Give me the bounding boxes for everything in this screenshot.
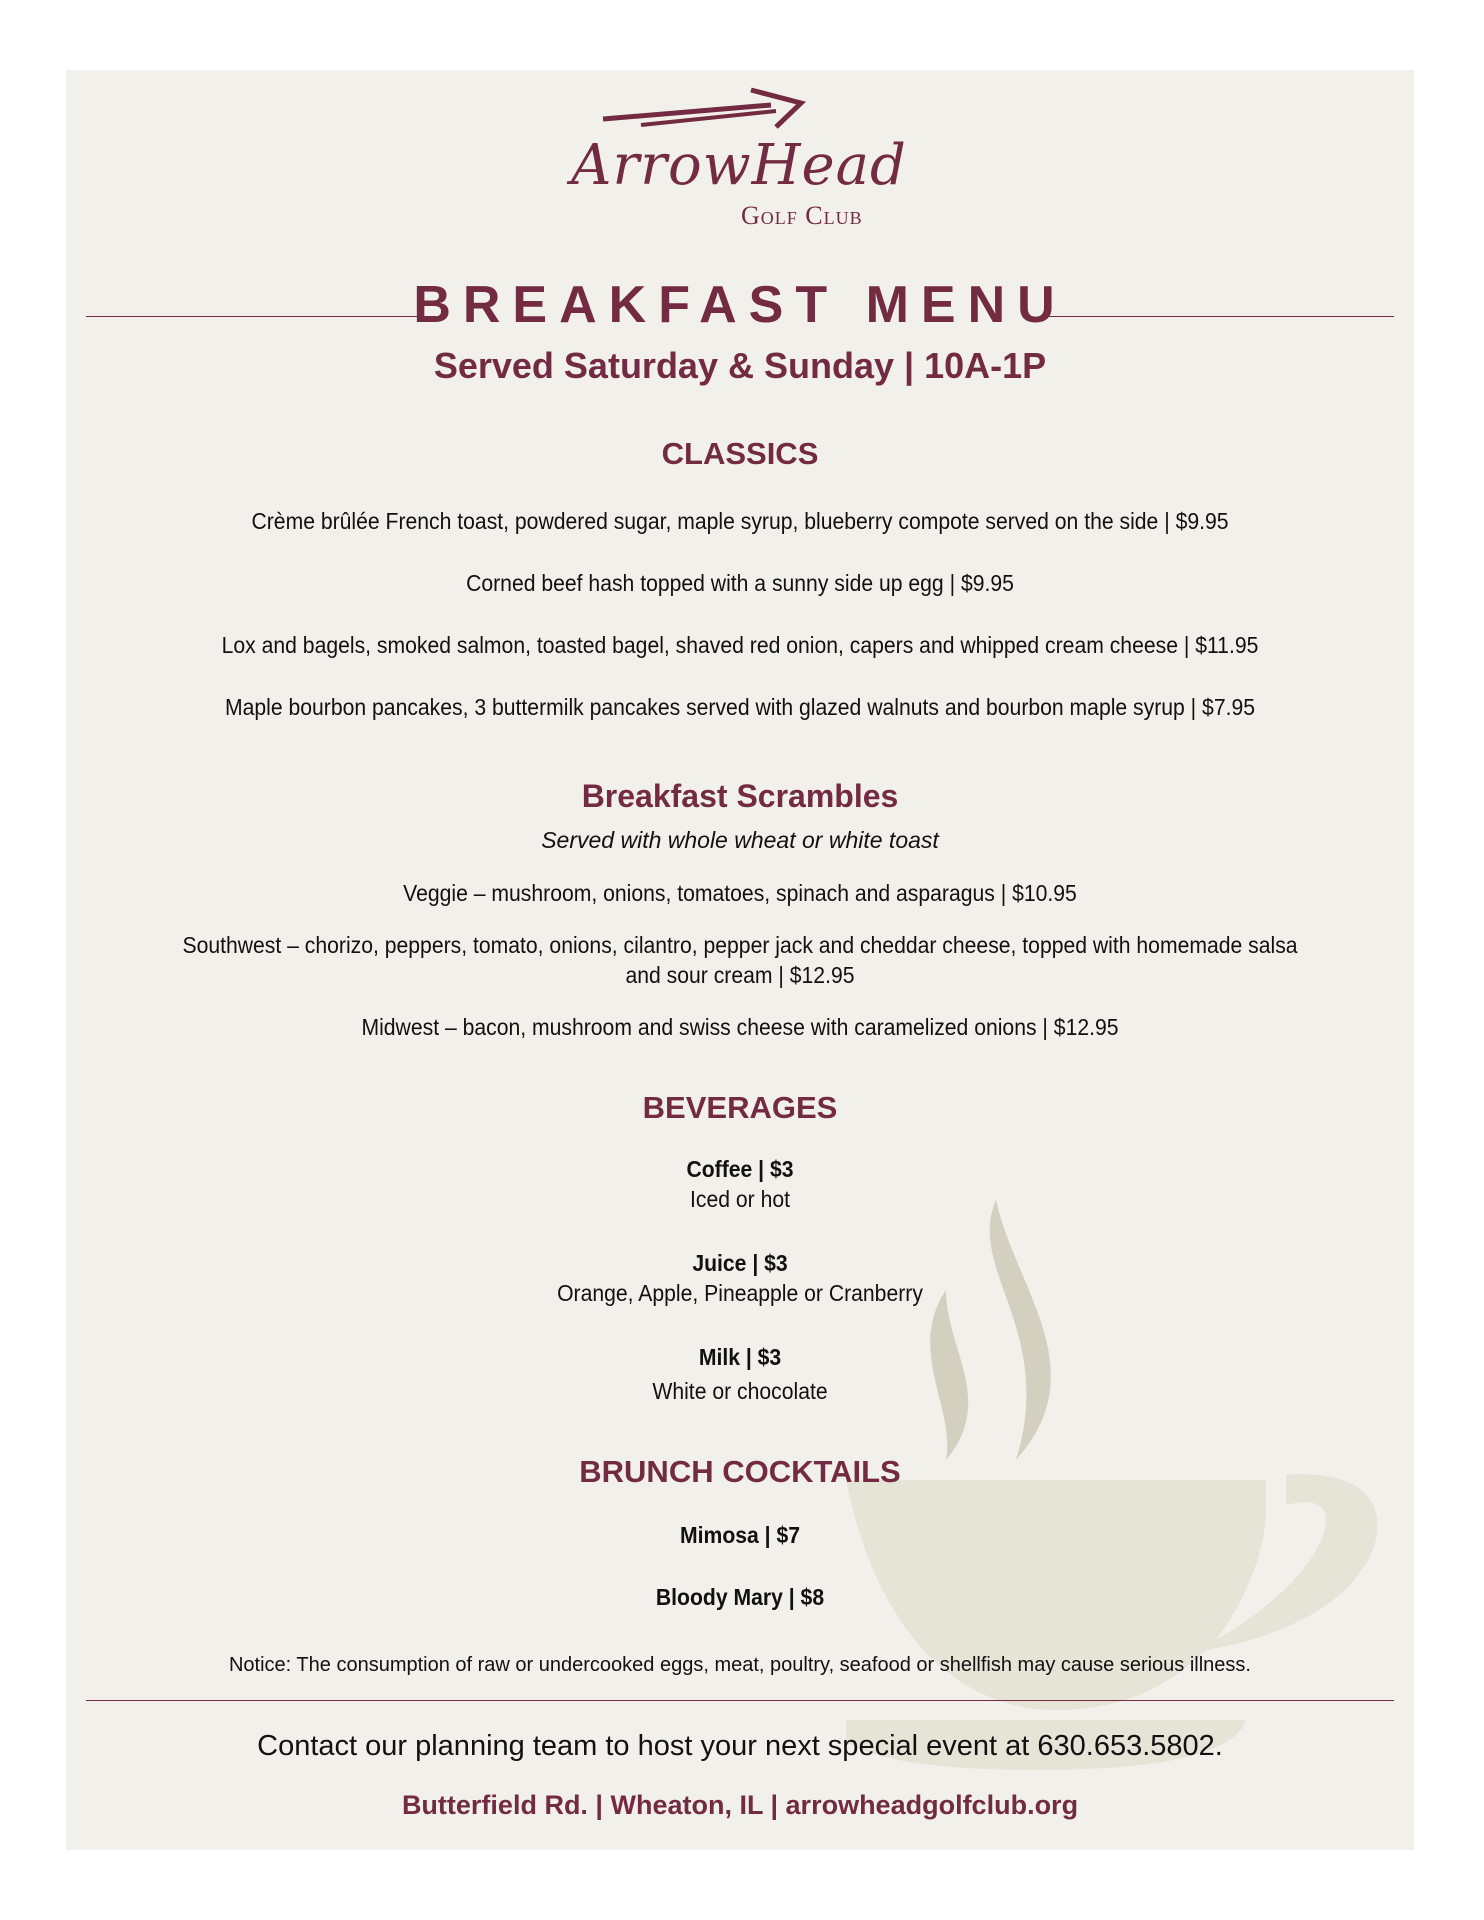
beverage-desc: Orange, Apple, Pineapple or Cranberry <box>557 1280 923 1306</box>
arrow-icon <box>601 85 821 135</box>
scrambles-note: Served with whole wheat or white toast <box>541 827 939 853</box>
beverage-desc: White or chocolate <box>652 1378 828 1404</box>
section-heading-beverages: BEVERAGES <box>642 1090 838 1125</box>
contact-line: Contact our planning team to host your next special event at 630.653.5802. <box>257 1730 1223 1762</box>
menu-item: and sour cream | $12.95 <box>625 962 855 988</box>
service-hours: Served Saturday & Sunday | 10A-1P <box>433 345 1047 386</box>
section-heading-classics: CLASSICS <box>661 436 819 471</box>
menu-item: Southwest – chorizo, peppers, tomato, onions, cilantro, pepper jack and cheddar cheese, topped with homemade salsa <box>182 932 1298 958</box>
beverage-desc: Iced or hot <box>690 1186 790 1212</box>
section-heading-cocktails: BRUNCH COCKTAILS <box>579 1454 901 1489</box>
page-title: BREAKFAST MENU <box>413 276 1067 334</box>
menu-item: Veggie – mushroom, onions, tomatoes, spinach and asparagus | $10.95 <box>403 880 1077 906</box>
menu-item: Crème brûlée French toast, powdered sugar, maple syrup, blueberry compote served on the side | $9.95 <box>251 508 1229 534</box>
menu-item: Lox and bagels, smoked salmon, toasted bagel, shaved red onion, capers and whipped cream cheese | $11.95 <box>221 632 1259 658</box>
beverage-name: Coffee | $3 <box>686 1156 794 1182</box>
menu-item: Midwest – bacon, mushroom and swiss cheese with caramelized onions | $12.95 <box>361 1014 1119 1040</box>
beverage-name: Juice | $3 <box>692 1250 788 1276</box>
logo-wordmark: ArrowHead <box>571 133 907 198</box>
club-logo <box>571 85 907 235</box>
footer-address: Butterfield Rd. | Wheaton, IL | arrowheadgolfclub.org <box>401 1790 1079 1820</box>
health-notice: Notice: The consumption of raw or undercooked eggs, meat, poultry, seafood or shellfish may cause serious illness. <box>228 1654 1251 1676</box>
cocktail-item: Mimosa | $7 <box>679 1522 801 1548</box>
menu-item: Maple bourbon pancakes, 3 buttermilk pancakes served with glazed walnuts and bourbon maple syrup | $7.95 <box>224 694 1256 720</box>
menu-sheet <box>66 70 1414 1850</box>
section-heading-scrambles: Breakfast Scrambles <box>581 778 899 814</box>
beverage-name: Milk | $3 <box>698 1344 782 1370</box>
logo-subtitle: Golf Club <box>741 201 863 230</box>
menu-item: Corned beef hash topped with a sunny side up egg | $9.95 <box>466 570 1014 596</box>
cocktail-item: Bloody Mary | $8 <box>655 1584 825 1610</box>
footer-rule <box>86 1700 1394 1701</box>
